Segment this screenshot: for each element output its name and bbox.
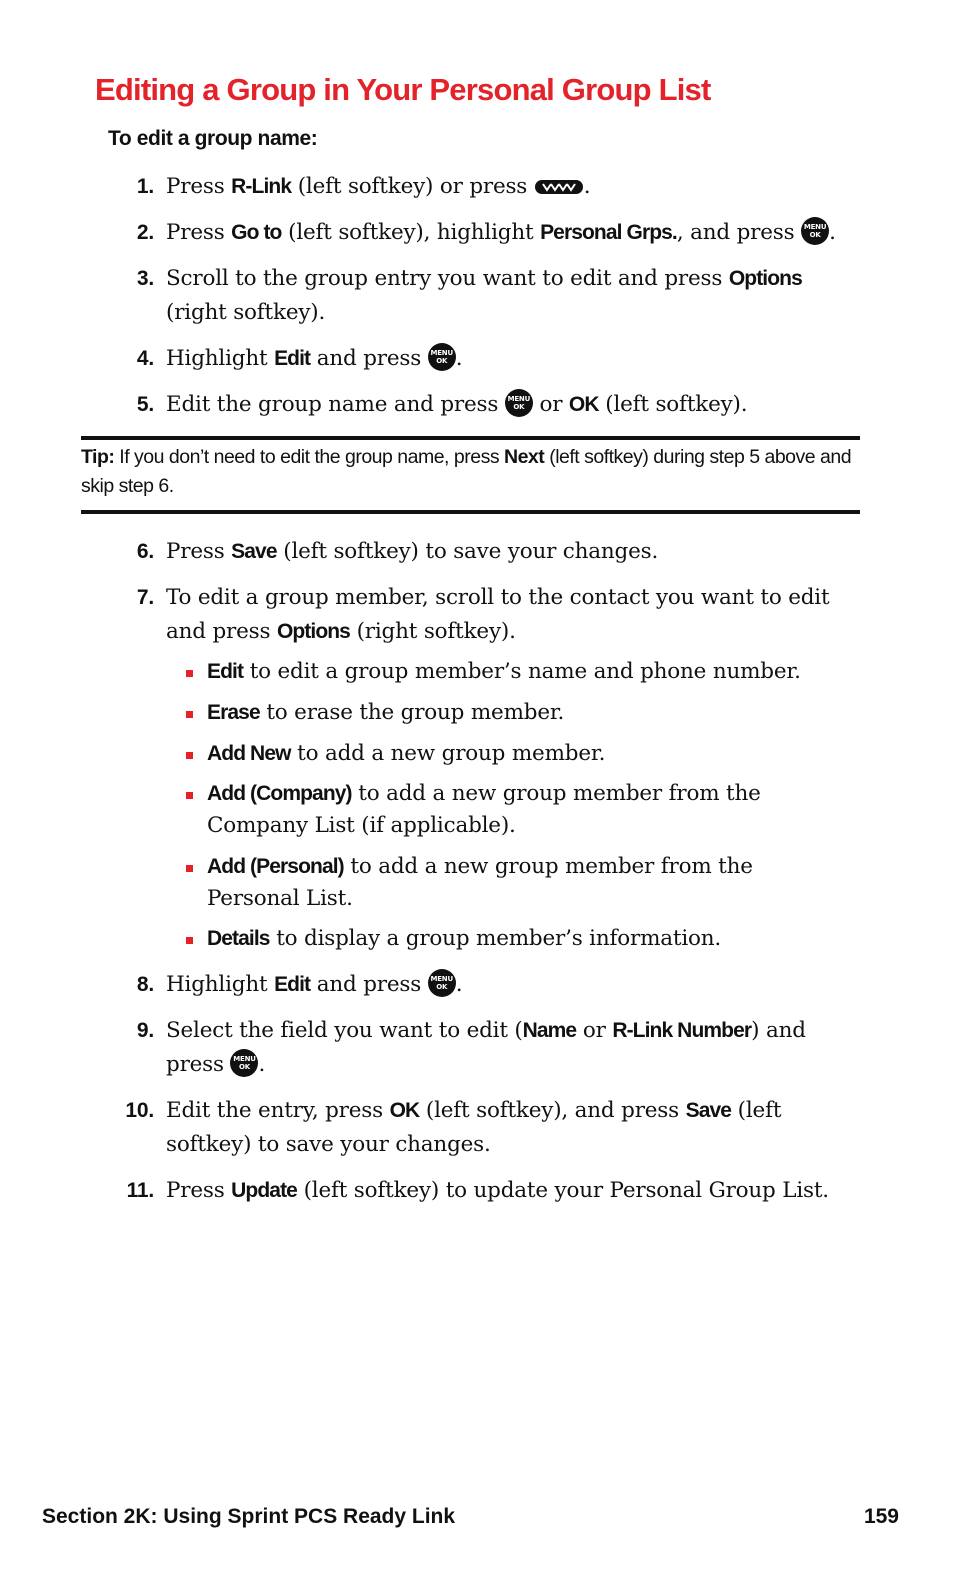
menu-ok-icon [801,217,829,245]
tip-label: Tip: [81,446,115,468]
step-text: (left softkey), highlight [281,220,541,245]
bullet-text: to add a new group member from the Company List (if applicable). [207,781,761,838]
menu-ok-icon [428,343,456,371]
key-label: Add New [207,742,291,765]
bullet-marker [186,711,193,718]
menu-ok-icon [505,389,533,417]
bullet-text: to display a group member’s information. [269,926,722,951]
step-number: 4. [136,347,154,370]
step-number: 2. [136,221,154,244]
key-label: R-Link [231,175,292,198]
step-text: (left softkey). [598,392,748,417]
key-label: Details [207,927,270,950]
icon-text: OK [809,231,821,239]
icon-text: MENU [233,1055,256,1063]
step-1 [136,170,846,204]
icon-text: MENU [430,975,453,983]
step-text: (left softkey) or press [291,174,534,199]
key-label: Name [522,1019,577,1042]
key-label: R-Link Number [612,1019,752,1042]
key-label: Edit [274,973,311,996]
bullet-item [207,851,847,915]
bullet-item [207,656,847,688]
bullet-item [207,697,847,729]
key-label: Save [685,1099,732,1122]
step-text: or [532,392,569,417]
icon-text: MENU [803,223,827,231]
icon-text: OK [238,1063,250,1071]
key-label: Erase [207,701,260,724]
bullet-marker [186,865,193,872]
step-number: 1. [136,175,154,198]
step-text: , and press [676,220,802,245]
key-label: OK [389,1099,420,1122]
step-number: 10. [125,1099,154,1122]
step-text: Press [166,1178,232,1203]
bullet-text: to erase the group member. [259,700,565,725]
step-text: Highlight [166,972,275,997]
step-10 [125,1094,846,1162]
step-3 [136,262,846,330]
step-text: . [583,174,591,199]
icon-text: MENU [507,395,531,403]
step-text: To edit a group member, scroll to the contact you want to edit and press [166,585,830,644]
bullet-marker [186,937,193,944]
step-number: 5. [136,393,154,416]
icon-text: MENU [430,349,453,357]
step-text: and press [310,346,428,371]
key-label: Edit [274,347,311,370]
key-label: Edit [207,660,244,683]
menu-ok-icon [230,1049,258,1077]
step-text: . [455,346,463,371]
bullet-item [207,778,847,842]
bullet-text: to edit a group member’s name and phone number. [243,659,801,684]
bullet-marker [186,752,193,759]
key-label: Update [231,1179,297,1202]
key-label: Save [231,540,277,563]
step-text: Press [166,220,232,245]
page-number: 159 [863,1505,899,1528]
tip-text: If you don’t need to edit the group name, press [114,446,504,468]
step-text: Scroll to the group entry you want to edit and press [166,266,729,291]
step-text: Highlight [166,346,275,371]
menu-ok-icon [428,969,456,997]
step-text: Edit the entry, press [166,1098,390,1123]
step-text: (left softkey) to update your Personal Group List. [296,1178,829,1203]
step-text: and press [310,972,428,997]
key-label: Personal Grps. [540,221,677,244]
step-text: ) and press [166,1018,806,1077]
tip-text: (left softkey) during step 5 above and skip step 6. [81,446,852,497]
key-label: OK [568,393,599,416]
step-8 [136,968,846,1002]
step-text: Select the field you want to edit ( [166,1018,523,1043]
key-label: Go to [231,221,282,244]
step-text: Press [166,174,232,199]
footer-section-title: Section 2K: Using Sprint PCS Ready Link [42,1505,456,1528]
step-text: . [829,220,836,245]
key-label: Add (Company) [207,782,352,805]
step-text: . [258,1052,266,1077]
step-5 [136,388,846,422]
step-text: Edit the group name and press [166,392,505,417]
bullet-text: to add a new group member. [290,741,606,766]
page-title: Editing a Group in Your Personal Group List [95,72,711,107]
tip-box [81,436,860,514]
key-label: Add (Personal) [207,855,344,878]
step-6 [136,535,846,569]
step-text: (right softkey). [349,619,516,644]
step-text: . [455,972,463,997]
step-text: (right softkey). [166,300,326,325]
step-9 [136,1014,846,1082]
bullet-marker [186,670,193,677]
step-text: (left softkey) to save your changes. [166,1098,782,1157]
step-text: Press [166,539,232,564]
key-label: Next [504,446,545,468]
step-number: 9. [136,1019,154,1042]
bullet-marker [186,792,193,799]
key-label: Options [276,620,350,643]
subheading: To edit a group name: [108,127,318,150]
step-number: 11. [126,1179,154,1202]
step-2 [136,216,846,250]
icon-text: OK [513,403,525,411]
step-11 [126,1174,846,1208]
key-label: Options [728,267,802,290]
step-text: or [576,1018,613,1043]
step-4 [136,342,846,376]
step-number: 8. [136,973,154,996]
step-text: (left softkey), and press [419,1098,686,1123]
step-number: 7. [136,586,154,609]
step-7 [136,581,846,649]
step-number: 6. [136,540,154,563]
bullet-item [207,738,847,770]
step-number: 3. [136,267,154,290]
bullet-text: to add a new group member from the Personal List. [207,854,753,911]
step-text: (left softkey) to save your changes. [276,539,659,564]
icon-text: OK [436,983,448,991]
icon-text: OK [436,357,448,365]
end-key-icon [534,179,584,195]
bullet-item [207,923,847,955]
